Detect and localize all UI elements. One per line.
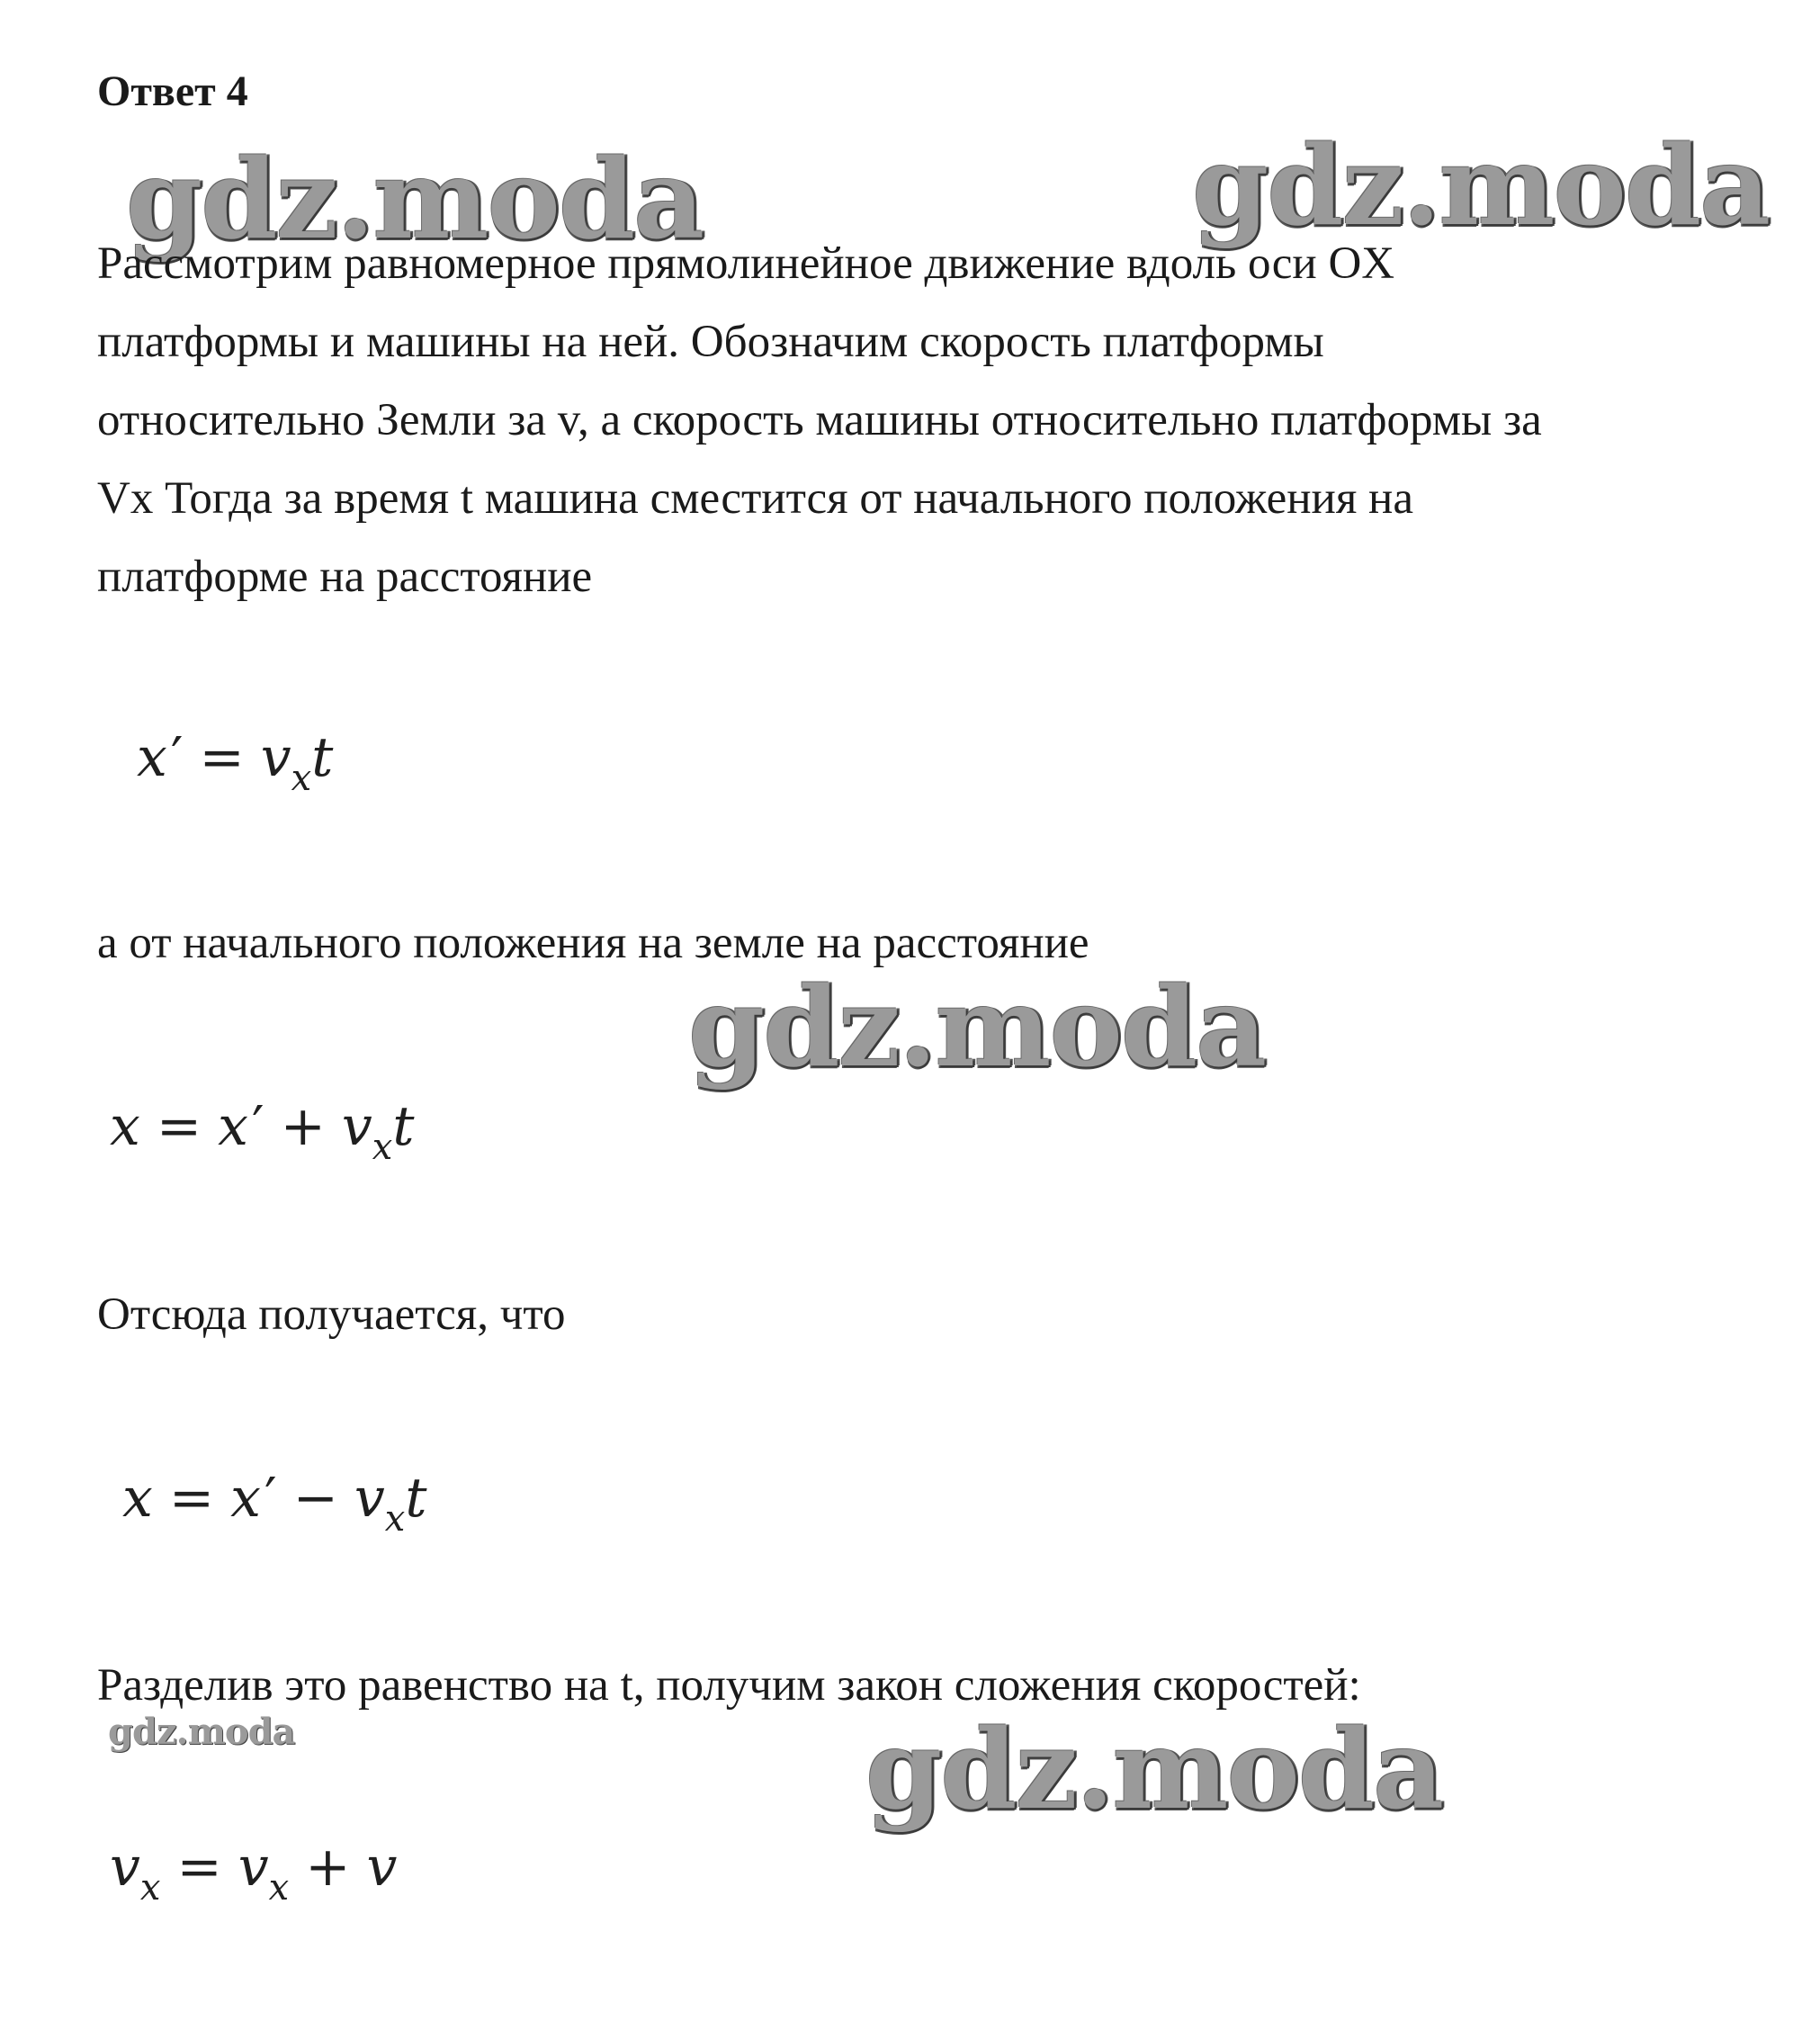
answer-heading: Ответ 4 xyxy=(97,67,248,115)
formula-operator: = xyxy=(176,1836,222,1899)
formula-symbol: v xyxy=(110,1836,140,1899)
formula-symbol: v xyxy=(260,726,291,789)
paragraph-line: платформе на расстояние xyxy=(97,552,593,602)
formula-velocity-addition xyxy=(110,1836,398,1909)
formula-subscript: x xyxy=(268,1867,290,1909)
paragraph-velocity-law: Разделив это равенство на t, получим закон сложения скоростей: xyxy=(97,1660,1361,1711)
formula-operator: + xyxy=(305,1836,351,1899)
formula-operator: + xyxy=(280,1095,326,1158)
formula-symbol: v xyxy=(366,1836,398,1899)
formula-symbol: v xyxy=(341,1095,372,1158)
watermark-logo: gdz.moda xyxy=(1192,121,1770,250)
formula-operator: − xyxy=(292,1467,338,1530)
formula-subscript: x xyxy=(372,1127,393,1168)
paragraph-therefore: Отсюда получается, что xyxy=(97,1289,566,1340)
watermark-logo-small: gdz.moda xyxy=(108,1711,295,1753)
paragraph-line: относительно Земли за v, а скорость машины относительно платформы за xyxy=(97,395,1542,445)
formula-symbol: x xyxy=(218,1095,248,1158)
formula-subscript: x xyxy=(139,1867,161,1909)
formula-operator: = xyxy=(199,726,245,789)
formula-prime: ′ xyxy=(251,1095,264,1158)
formula-symbol: v xyxy=(238,1836,269,1899)
paragraph-line: платформы и машины на ней. Обозначим скорость платформы xyxy=(97,317,1324,367)
formula-symbol: x xyxy=(122,1467,153,1530)
formula-subscript: x xyxy=(384,1498,406,1540)
formula-symbol: t xyxy=(311,726,334,789)
formula-operator: = xyxy=(168,1467,215,1530)
paragraph-line: Рассмотрим равномерное прямолинейное движение вдоль оси OX xyxy=(97,238,1395,289)
formula-result xyxy=(122,1467,427,1540)
formula-subscript: x xyxy=(291,758,312,799)
formula-displacement-earth xyxy=(110,1095,415,1168)
formula-symbol: x xyxy=(230,1467,261,1530)
paragraph-intro xyxy=(97,225,1789,616)
formula-prime: ′ xyxy=(170,726,184,789)
formula-symbol: t xyxy=(405,1467,427,1530)
watermark-logo: gdz.moda xyxy=(688,962,1266,1091)
watermark-logo: gdz.moda xyxy=(126,134,704,264)
paragraph-earth: а от начального положения на земле на расстояние xyxy=(97,918,1089,968)
formula-symbol: t xyxy=(392,1095,415,1158)
watermark-logo: gdz.moda xyxy=(865,1704,1443,1834)
formula-operator: = xyxy=(156,1095,202,1158)
formula-prime: ′ xyxy=(264,1467,277,1530)
formula-symbol: x xyxy=(110,1095,140,1158)
formula-symbol: v xyxy=(354,1467,385,1530)
formula-displacement-platform xyxy=(137,726,334,799)
formula-symbol: x xyxy=(137,726,167,789)
paragraph-line: Vx Тогда за время t машина сместится от начального положения на xyxy=(97,473,1413,524)
